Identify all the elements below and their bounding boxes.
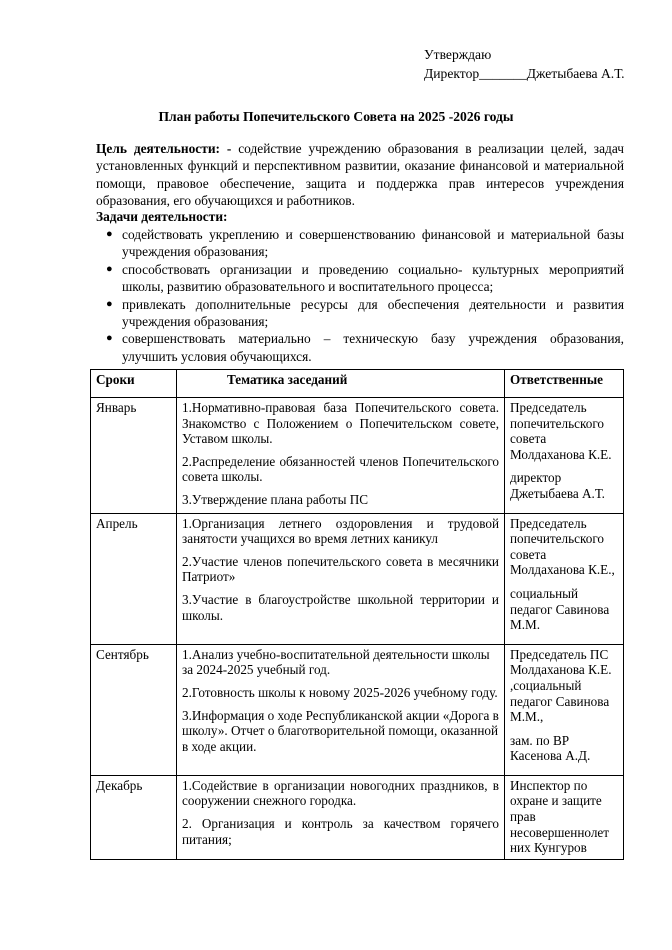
approval-line-approve: Утверждаю: [424, 47, 492, 62]
topic-item: 2. Организация и контроль за качеством горячего питания;: [182, 816, 499, 847]
responsible-cell: [505, 398, 624, 514]
document-title: План работы Попечительского Совета на 2025 -2026 годы: [158, 109, 514, 124]
topic-item: 1.Содействие в организации новогодних праздников, в сооружении снежного городка.: [182, 777, 499, 809]
task-item: [96, 226, 624, 261]
bullet-icon: ●: [106, 228, 113, 240]
topic-item: 3.Участие в благоустройстве школьной территории и школы.: [182, 591, 499, 623]
bullet-icon: ●: [106, 297, 113, 310]
topic-item: 1.Нормативно-правовая база Попечительского совета. Знакомство с Положением о Попечительском совете, Уставом школы.: [182, 400, 499, 447]
approval-line-director: Директор_______Джетыбаева А.Т.: [424, 66, 625, 81]
responsible-item: социальный педагог Савинова М.М.: [510, 585, 610, 633]
responsible-item: Председатель попечительского совета Молдаханова К.Е.,: [510, 515, 615, 578]
responsible-cell: [505, 775, 624, 859]
topic-item: 1.Организация летнего оздоровления и трудовой занятости учащихся во время летних каникул: [182, 515, 499, 547]
task-item: [96, 296, 624, 331]
topic-item: 3.Информация о ходе Республиканской акции «Дорога в школу». Отчет о благотворительной помощи, оказанной в ходе акции.: [182, 707, 499, 754]
responsible-cell: [505, 644, 624, 775]
responsible-item: директор Джетыбаева А.Т.: [510, 470, 605, 501]
responsible-item: зам. по ВР Касенова А.Д.: [510, 732, 591, 764]
topics-cell: [177, 398, 505, 514]
approval-block: [424, 45, 625, 83]
plan-table: [90, 369, 624, 860]
topic-item: 2.Распределение обязанностей членов Попечительского совета школы.: [182, 453, 499, 485]
table-row: [91, 775, 624, 859]
tasks-list: [96, 226, 624, 365]
task-text: привлекать дополнительные ресурсы для обеспечения деятельности и развития учреждения образования;: [122, 296, 624, 330]
task-text: способствовать организации и проведению социально- культурных мероприятий школы, развитию образовательного и воспитательного процесса;: [122, 261, 624, 295]
topic-item: 1.Анализ учебно-воспитательной деятельности школы за 2024-2025 учебный год.: [182, 646, 490, 678]
term-cell: Декабрь: [91, 775, 177, 859]
goal-label: Цель деятельности: -: [96, 141, 232, 156]
goal-paragraph: [96, 140, 624, 210]
header-term: Сроки: [91, 370, 177, 398]
topic-item: 2.Готовность школы к новому 2025-2026 учебному году.: [182, 684, 498, 700]
topic-item: 2.Участие членов попечительского совета в месячники Патриот»: [182, 553, 499, 585]
bullet-icon: ●: [106, 332, 113, 345]
topic-item: 3.Утверждение плана работы ПС: [182, 491, 369, 507]
table-row: [91, 398, 624, 514]
goal-text: содействие учреждению образования в реализации целей, задач установленных функций и перспективном развитии, оказание финансовой и материальной помощи, правовое обеспечение, защита и поддержка прав интересов учреждения образования, его обучающихся и работников.: [96, 141, 624, 209]
table-row: [91, 513, 624, 644]
responsible-cell: [505, 513, 624, 644]
topics-cell: [177, 644, 505, 775]
bullet-icon: ●: [106, 262, 113, 275]
responsible-item: Председатель попечительского совета Молдаханова К.Е.: [510, 400, 612, 462]
task-text: содействовать укреплению и совершенствованию финансовой и материальной базы учреждения образования;: [122, 227, 624, 260]
task-item: [96, 261, 624, 296]
task-text: совершенствовать материально – техническую базу учреждения образования, улучшить условия обучающихся.: [122, 331, 624, 364]
topics-cell: [177, 775, 505, 859]
header-responsible: Ответственные: [505, 370, 624, 398]
table-header-row: [91, 370, 624, 398]
term-cell: Апрель: [91, 513, 177, 644]
responsible-item: Председатель ПС Молдаханова К.Е. ,социальный педагог Савинова М.М.,: [510, 646, 612, 725]
table-row: [91, 644, 624, 775]
responsible-item: Инспектор по охране и защите прав несовершеннолет них Кунгуров: [510, 777, 610, 856]
task-item: [96, 330, 624, 365]
term-cell: Январь: [91, 398, 177, 514]
header-topics: Тематика заседаний: [177, 370, 505, 398]
tasks-heading: Задачи деятельности:: [96, 209, 228, 224]
topics-cell: [177, 513, 505, 644]
term-cell: Сентябрь: [91, 644, 177, 775]
